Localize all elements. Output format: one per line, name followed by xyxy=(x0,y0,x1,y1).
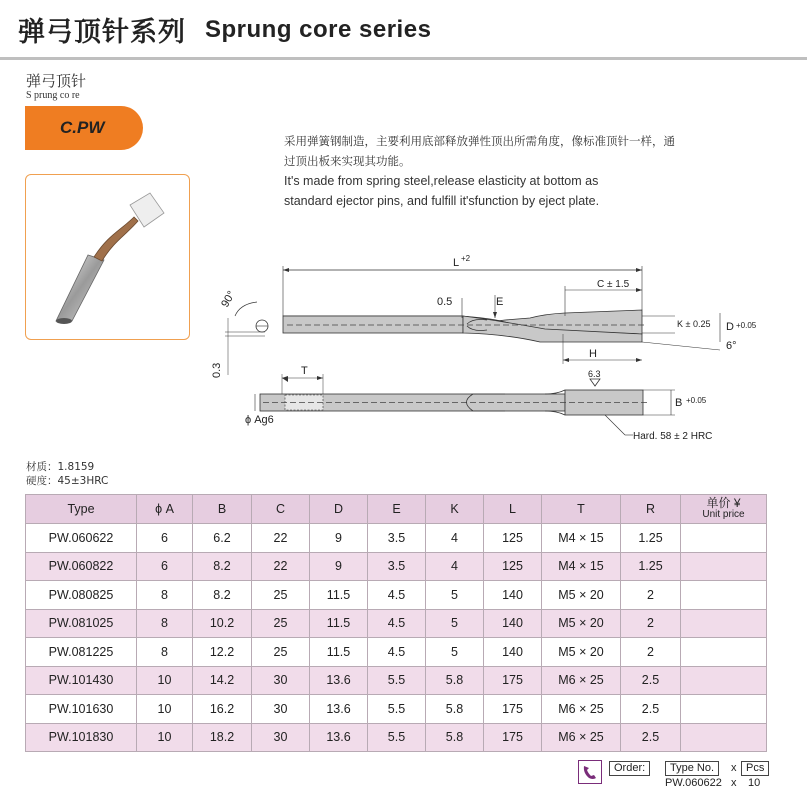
table-row xyxy=(26,552,767,581)
table-row xyxy=(26,695,767,724)
table-cell: 4 xyxy=(426,524,484,553)
table-row xyxy=(26,666,767,695)
table-cell: 175 xyxy=(484,695,542,724)
table-cell: 140 xyxy=(484,638,542,667)
table-cell: 2.5 xyxy=(621,723,681,752)
column-header: L xyxy=(484,495,542,524)
table-cell: 5.8 xyxy=(426,723,484,752)
table-cell: 11.5 xyxy=(310,638,368,667)
table-cell: 10.2 xyxy=(193,609,252,638)
column-header: ϕ A xyxy=(137,495,193,524)
technical-drawing xyxy=(205,250,775,450)
unit-price-cell xyxy=(681,666,767,695)
unit-price-cell xyxy=(681,723,767,752)
table-cell: 5.5 xyxy=(368,723,426,752)
dim-H: H xyxy=(589,348,597,360)
dim-R-6-3: 6.3 xyxy=(588,369,601,379)
table-cell: 4 xyxy=(426,552,484,581)
table-header-row xyxy=(26,495,767,524)
desc-cn-line2: 过顶出板来实现其功能。 xyxy=(284,154,411,168)
table-cell: 4.5 xyxy=(368,638,426,667)
section-name-en: S prung co re xyxy=(26,90,80,101)
table-cell: M5 × 20 xyxy=(542,581,621,610)
table-body xyxy=(26,524,767,752)
table-cell: 1.25 xyxy=(621,552,681,581)
phone-icon xyxy=(578,760,602,784)
price-header-en: Unit price xyxy=(702,509,745,520)
table-row xyxy=(26,638,767,667)
table-cell: 8.2 xyxy=(193,581,252,610)
table-cell: PW.101830 xyxy=(26,723,137,752)
times-sign-2: x xyxy=(731,777,737,789)
material-line: 材质：1.8159 xyxy=(26,461,95,473)
table-cell: 8 xyxy=(137,609,193,638)
table-cell: 25 xyxy=(252,581,310,610)
header-divider xyxy=(0,57,807,60)
header-title-cn: 弹弓顶针系列 xyxy=(18,17,186,48)
table-cell: 3.5 xyxy=(368,524,426,553)
column-header: K xyxy=(426,495,484,524)
table-cell: 5.5 xyxy=(368,695,426,724)
spec-table xyxy=(25,494,767,752)
unit-price-cell xyxy=(681,552,767,581)
table-row xyxy=(26,609,767,638)
table-cell: M6 × 25 xyxy=(542,723,621,752)
price-header-cn: 单价 ¥ xyxy=(706,496,741,510)
dim-angle-6: 6° xyxy=(726,340,737,352)
table-cell: 11.5 xyxy=(310,581,368,610)
product-code: C.PW xyxy=(60,118,105,137)
table-cell: 125 xyxy=(484,552,542,581)
column-header-price xyxy=(681,495,767,524)
table-cell: 22 xyxy=(252,524,310,553)
table-cell: 30 xyxy=(252,695,310,724)
table-cell: PW.081025 xyxy=(26,609,137,638)
table-row xyxy=(26,524,767,553)
header-title-en: Sprung core series xyxy=(205,16,432,43)
table-cell: 4.5 xyxy=(368,609,426,638)
table-cell: 5 xyxy=(426,609,484,638)
unit-price-cell xyxy=(681,524,767,553)
table-cell: 175 xyxy=(484,723,542,752)
unit-price-cell xyxy=(681,638,767,667)
table-cell: M4 × 15 xyxy=(542,552,621,581)
table-cell: 13.6 xyxy=(310,723,368,752)
dim-0-5: 0.5 xyxy=(437,296,453,308)
table-cell: PW.080825 xyxy=(26,581,137,610)
table-cell: M6 × 25 xyxy=(542,695,621,724)
order-label: Order: xyxy=(609,761,650,776)
dim-K: K ± 0.25 xyxy=(677,319,711,329)
example-type: PW.060622 xyxy=(665,777,722,789)
table-cell: 5 xyxy=(426,581,484,610)
dim-angle-90: 90° xyxy=(219,289,238,310)
times-sign-1: x xyxy=(731,762,737,774)
table-cell: 5.8 xyxy=(426,695,484,724)
table-cell: 30 xyxy=(252,723,310,752)
dim-D-tol: +0.05 xyxy=(736,321,757,330)
table-cell: 125 xyxy=(484,524,542,553)
table-cell: 9 xyxy=(310,524,368,553)
table-cell: 2 xyxy=(621,609,681,638)
table-row xyxy=(26,581,767,610)
column-header: C xyxy=(252,495,310,524)
table-cell: PW.060622 xyxy=(26,524,137,553)
table-cell: 3.5 xyxy=(368,552,426,581)
column-header: B xyxy=(193,495,252,524)
column-header: E xyxy=(368,495,426,524)
dim-B-tol: +0.05 xyxy=(686,396,707,405)
dim-T: T xyxy=(301,365,308,377)
table-cell: 5.8 xyxy=(426,666,484,695)
table-cell: 10 xyxy=(137,695,193,724)
dim-B: B xyxy=(675,397,683,409)
section-name-cn: 弹弓顶针 xyxy=(26,72,87,90)
page-header xyxy=(0,0,807,60)
table-cell: 22 xyxy=(252,552,310,581)
table-cell: PW.081225 xyxy=(26,638,137,667)
table-cell: 9 xyxy=(310,552,368,581)
hardness-note: Hard. 58 ± 2 HRC xyxy=(633,431,713,442)
table-cell: PW.101630 xyxy=(26,695,137,724)
dim-phi-A: ϕ Ag6 xyxy=(245,414,274,426)
table-cell: 4.5 xyxy=(368,581,426,610)
table-cell: 25 xyxy=(252,609,310,638)
unit-price-cell xyxy=(681,581,767,610)
table-cell: 175 xyxy=(484,666,542,695)
product-description xyxy=(284,131,724,211)
table-cell: 2.5 xyxy=(621,695,681,724)
example-qty: 10 xyxy=(748,777,761,789)
material-info xyxy=(26,460,108,488)
table-cell: M5 × 20 xyxy=(542,609,621,638)
dim-C: C ± 1.5 xyxy=(597,279,630,290)
table-cell: 6.2 xyxy=(193,524,252,553)
table-cell: 2 xyxy=(621,638,681,667)
table-cell: 25 xyxy=(252,638,310,667)
table-cell: PW.060822 xyxy=(26,552,137,581)
table-cell: 6 xyxy=(137,552,193,581)
table-cell: 18.2 xyxy=(193,723,252,752)
table-cell: 10 xyxy=(137,666,193,695)
table-cell: 16.2 xyxy=(193,695,252,724)
hardness-line: 硬度：45±3HRC xyxy=(26,475,109,487)
dim-L: L xyxy=(453,257,460,269)
desc-en-line1: It's made from spring steel,release elasticity at bottom as xyxy=(284,174,599,188)
table-cell: 13.6 xyxy=(310,666,368,695)
unit-price-cell xyxy=(681,695,767,724)
column-header: T xyxy=(542,495,621,524)
sprung-core-image xyxy=(26,175,189,339)
unit-price-cell xyxy=(681,609,767,638)
table-cell: PW.101430 xyxy=(26,666,137,695)
table-cell: 2 xyxy=(621,581,681,610)
dim-L-tol: +2 xyxy=(461,254,471,263)
table-cell: 140 xyxy=(484,581,542,610)
table-cell: 12.2 xyxy=(193,638,252,667)
type-no-label: Type No. xyxy=(665,761,719,776)
table-cell: 13.6 xyxy=(310,695,368,724)
table-cell: 5 xyxy=(426,638,484,667)
table-cell: 2.5 xyxy=(621,666,681,695)
desc-en-line2: standard ejector pins, and fulfill it'sfunction by eject plate. xyxy=(284,194,600,208)
dim-0-3: 0.3 xyxy=(211,362,223,378)
column-header: Type xyxy=(26,495,137,524)
table-cell: 140 xyxy=(484,609,542,638)
column-header: D xyxy=(310,495,368,524)
table-cell: M4 × 15 xyxy=(542,524,621,553)
column-header: R xyxy=(621,495,681,524)
dim-E: E xyxy=(496,296,504,308)
pcs-label: Pcs xyxy=(741,761,769,776)
dim-D: D xyxy=(726,321,734,333)
product-photo xyxy=(25,174,190,340)
table-cell: 1.25 xyxy=(621,524,681,553)
table-cell: 6 xyxy=(137,524,193,553)
table-cell: 5.5 xyxy=(368,666,426,695)
table-cell: 10 xyxy=(137,723,193,752)
table-cell: 14.2 xyxy=(193,666,252,695)
table-cell: M6 × 25 xyxy=(542,666,621,695)
table-cell: 8 xyxy=(137,581,193,610)
table-cell: 30 xyxy=(252,666,310,695)
product-code-tag xyxy=(25,106,143,150)
table-row xyxy=(26,723,767,752)
table-cell: 11.5 xyxy=(310,609,368,638)
table-cell: M5 × 20 xyxy=(542,638,621,667)
table-cell: 8.2 xyxy=(193,552,252,581)
desc-cn-line1: 采用弹簧钢制造，主要利用底部释放弹性顶出所需角度，像标准顶针一样，通 xyxy=(284,134,675,148)
table-cell: 8 xyxy=(137,638,193,667)
